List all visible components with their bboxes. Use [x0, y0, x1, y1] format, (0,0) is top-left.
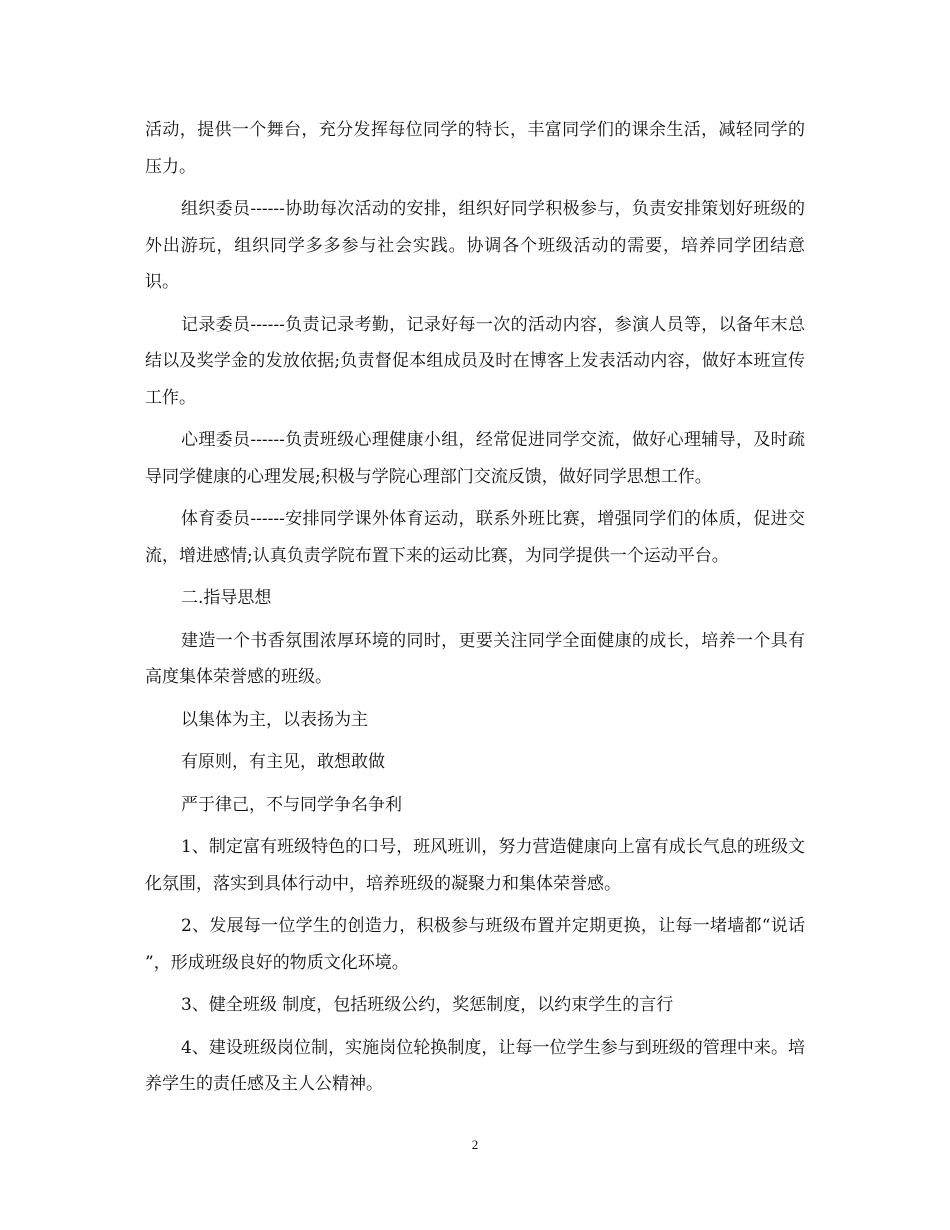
section-heading-guiding-ideology: 二.指导思想 — [181, 588, 272, 608]
paragraph-organization-committee: 组织委员------协助每次活动的安排，组织好同学积极参与，负责安排策划好班级的外出游玩，组织同学多多参与社会实践。协调各个班级活动的需要，培养同学团结意识。 — [145, 199, 805, 292]
principle-collective: 以集体为主，以表扬为主 — [181, 709, 368, 730]
paragraph-sports-committee: 体育委员------安排同学课外体育运动，联系外班比赛，增强同学们的体质，促进交流，增进感情;认真负责学院布置下来的运动比赛，为同学提供一个运动平台。 — [145, 509, 805, 566]
item-2-creativity: 2、发展每一位学生的创造力，积极参与班级布置并定期更换，让每一堵墙都“说话 ”，形成班级良好的物质文化环境。 — [145, 916, 805, 973]
item-3-class-rules: 3、健全班级 制度，包括班级公约，奖惩制度，以约束学生的言行 — [181, 995, 674, 1015]
paragraph-guiding-ideology: 建造一个书香氛围浓厚环境的同时，更要关注同学全面健康的成长，培养一个具有高度集体荣誉感的班级。 — [145, 630, 805, 687]
page-number: 2 — [471, 1137, 479, 1152]
principle-self-discipline: 严于律己，不与同学争名争利 — [181, 794, 402, 815]
item-1-class-slogan: 1、制定富有班级特色的口号，班风班训，努力营造健康向上富有成长气息的班级文化氛围，落实到具体行动中，培养班级的凝聚力和集体荣誉感。 — [145, 837, 805, 894]
paragraph-record-committee: 记录委员------负责记录考勤，记录好每一次的活动内容，参演人员等，以备年末总结以及奖学金的发放依据;负责督促本组成员及时在博客上发表活动内容，做好本班宣传工作。 — [145, 314, 805, 408]
paragraph-1: 活动，提供一个舞台，充分发挥每位同学的特长，丰富同学们的课余生活，减轻同学的压力。 — [145, 120, 805, 177]
principle-principled: 有原则，有主见，敢想敢做 — [181, 752, 385, 772]
item-4-job-rotation: 4、建设班级岗位制，实施岗位轮换制度，让每一位学生参与到班级的管理中来。培养学生的责任感及主人公精神。 — [145, 1037, 805, 1094]
paragraph-psychology-committee: 心理委员------负责班级心理健康小组，经常促进同学交流，做好心理辅导，及时疏导同学健康的心理发展;积极与学院心理部门交流反馈，做好同学思想工作。 — [145, 430, 805, 487]
document-body — [145, 112, 805, 1109]
